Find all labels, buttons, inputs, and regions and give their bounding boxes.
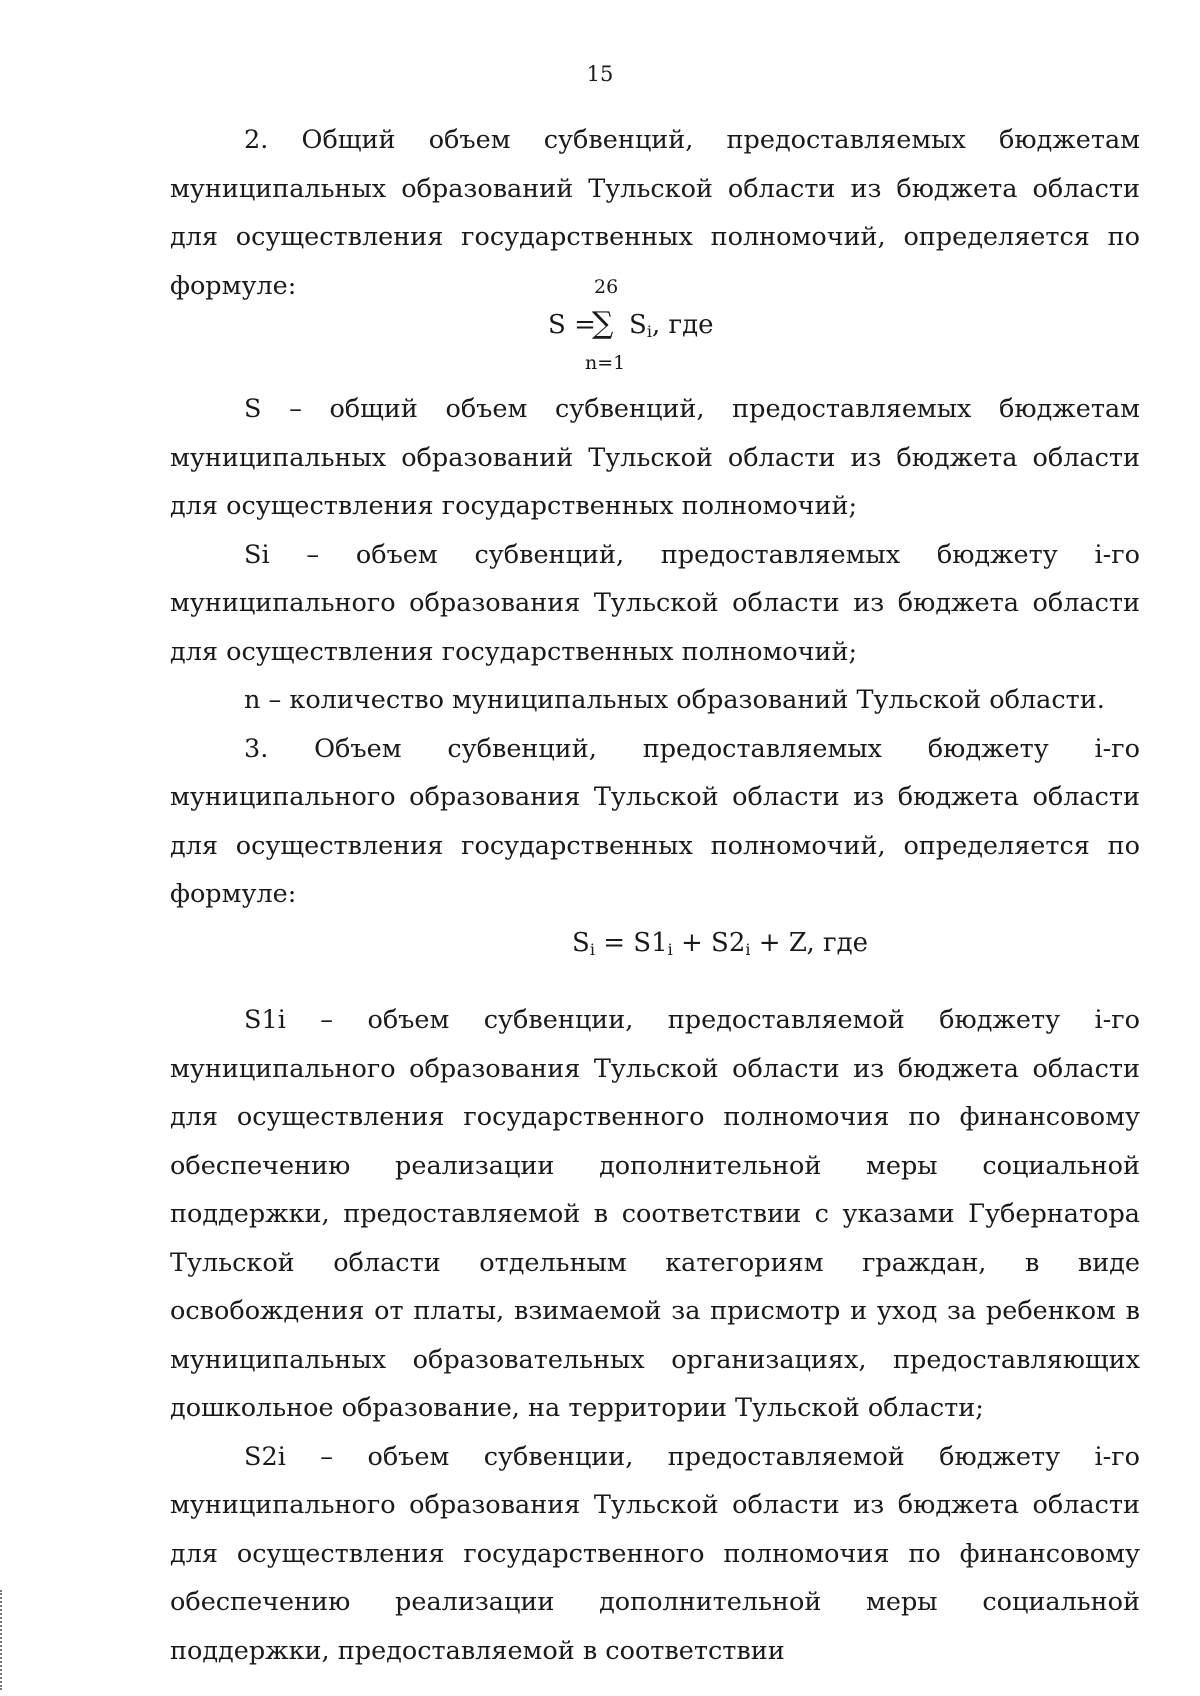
formula-lhs: S = [548, 310, 596, 340]
section-3-paragraph: 3. Объем субвенций, предоставляемых бюджету i-го муниципального образования Тульской области из бюджета области для осуществления государственных полномочий, определяется по формуле: [170, 733, 1140, 909]
scan-margin-marks [0, 1590, 6, 1690]
sum-lower-limit: n=1 [585, 352, 626, 374]
definition-s2i: S2i – объем субвенции, предоставляемой бюджету i-го муниципального образования Тульской области из бюджета области для осуществления государственного полномочия по финансовому обеспечению реализации дополнительной меры социальной поддержки, предоставляемой в соответствии [170, 1441, 1140, 1666]
section-2-paragraph: 2. Общий объем субвенций, предоставляемых бюджетам муниципальных образований Тульской области из бюджета области для осуществления государственных полномочий, определяется по формуле: [170, 125, 1140, 301]
formula-sum [0, 276, 1200, 386]
definition-s1i: S1i – объем субвенции, предоставляемой бюджету i-го муниципального образования Тульской области из бюджета области для осуществления государственного полномочия по финансовому обеспечению реализации дополнительной меры социальной поддержки, предоставляемой в соответствии с указами Губернатора Тульской области отдельным категориям граждан, в виде освобождения от платы, взимаемой за присмотр и уход за ребенком в муниципальных образовательных организациях, предоставляющих дошкольное образование, на территории Тульской области; [170, 1005, 1140, 1423]
definitions-block-1 [170, 385, 1140, 919]
definition-si: Si – объем субвенций, предоставляемых бюджету i-го муниципального образования Тульской области из бюджета области для осуществления государственных полномочий; [170, 539, 1140, 667]
formula-rhs: $S_i$, где [629, 310, 714, 341]
definitions-block-2 [170, 996, 1140, 1675]
sigma-symbol: ∑ [592, 306, 614, 341]
formula-si: $S_i = S1_i + S2_i + Z$, где [572, 928, 869, 959]
sum-upper-limit: 26 [594, 276, 619, 298]
definition-n: n – количество муниципальных образований Тульской области. [244, 685, 1105, 715]
page-number: 15 [586, 62, 614, 86]
definition-s: S – общий объем субвенций, предоставляемых бюджетам муниципальных образований Тульской области из бюджета области для осуществления государственных полномочий; [170, 394, 1140, 521]
